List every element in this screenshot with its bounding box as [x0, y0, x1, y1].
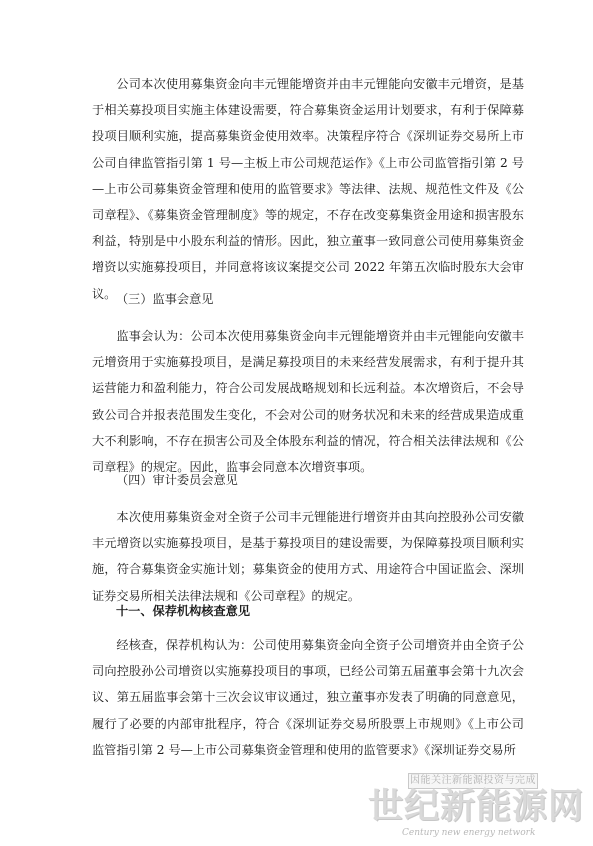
watermark-tagline: 因能关注新能源投资与完成	[408, 773, 538, 789]
paragraph-audit-committee: 本次使用募集资金对全资子公司丰元锂能进行增资并由其向控股孙公司安徽丰元增资以实施募投项目，是基于募投项目的建设需要，为保障募投项目顺利实施，符合募集资金实施计划；募集资金的使用方式、用途符合中国证监会、深圳证券交易所相关法律法规和《公司章程》的规定。	[92, 510, 524, 603]
watermark-logo: 世纪新能源网	[368, 786, 585, 827]
heading-supervisory-board: （三）监事会意见	[116, 292, 214, 306]
heading-audit-committee: （四）审计委员会意见	[116, 473, 238, 487]
watermark-logo-english: Century new energy network	[402, 828, 536, 838]
heading-sponsor-opinion: 十一、保荐机构核查意见	[116, 604, 251, 618]
paragraph-independent-directors: 公司本次使用募集资金向丰元锂能增资并由丰元锂能向安徽丰元增资，是基于相关募投项目实施主体建设需要，符合募集资金运用计划要求，有利于保障募投项目顺利实施，提高募集资金使用效率。决策程序符合《深圳证券交易所上市公司自律监管指引第 1 号—主板上市公司规范运作》《上市公司监管指引第 2 号—上市公司募集资金管理和使用的监管要求》等法律、法规、规范性文件及《公司章程》、《募集资金管理制度》等的规定，不存在改变募集资金用途和损害股东利益，特别是中小股东利益的情形。因此，独立董事一致同意公司使用募集资金增资以实施募投项目，并同意将该议案提交公司 2022 年第五次临时股东大会审议。	[92, 77, 524, 301]
paragraph-sponsor-opinion: 经核查，保荐机构认为：公司使用募集资金向全资子公司增资并由全资子公司向控股孙公司增资以实施募投项目的事项，已经公司第五届董事会第十九次会议、第五届监事会第十三次会议审议通过，独立董事亦发表了明确的同意意见，履行了必要的内部审批程序，符合《深圳证券交易所股票上市规则》《上市公司监管指引第 2 号—上市公司募集资金管理和使用的监管要求》《深圳证券交易所	[92, 638, 524, 757]
paragraph-supervisory-board: 监事会认为：公司本次使用募集资金向丰元锂能增资并由丰元锂能向安徽丰元增资用于实施募投项目，是满足募投项目的未来经营发展需求，有利于提升其运营能力和盈利能力，符合公司发展战略规划和长远利益。本次增资后，不会导致公司合并报表范围发生变化，不会对公司的财务状况和未来的经营成果造成重大不利影响，不存在损害公司及全体股东利益的情况，符合相关法律法规和《公司章程》的规定。因此，监事会同意本次增资事项。	[92, 329, 524, 475]
